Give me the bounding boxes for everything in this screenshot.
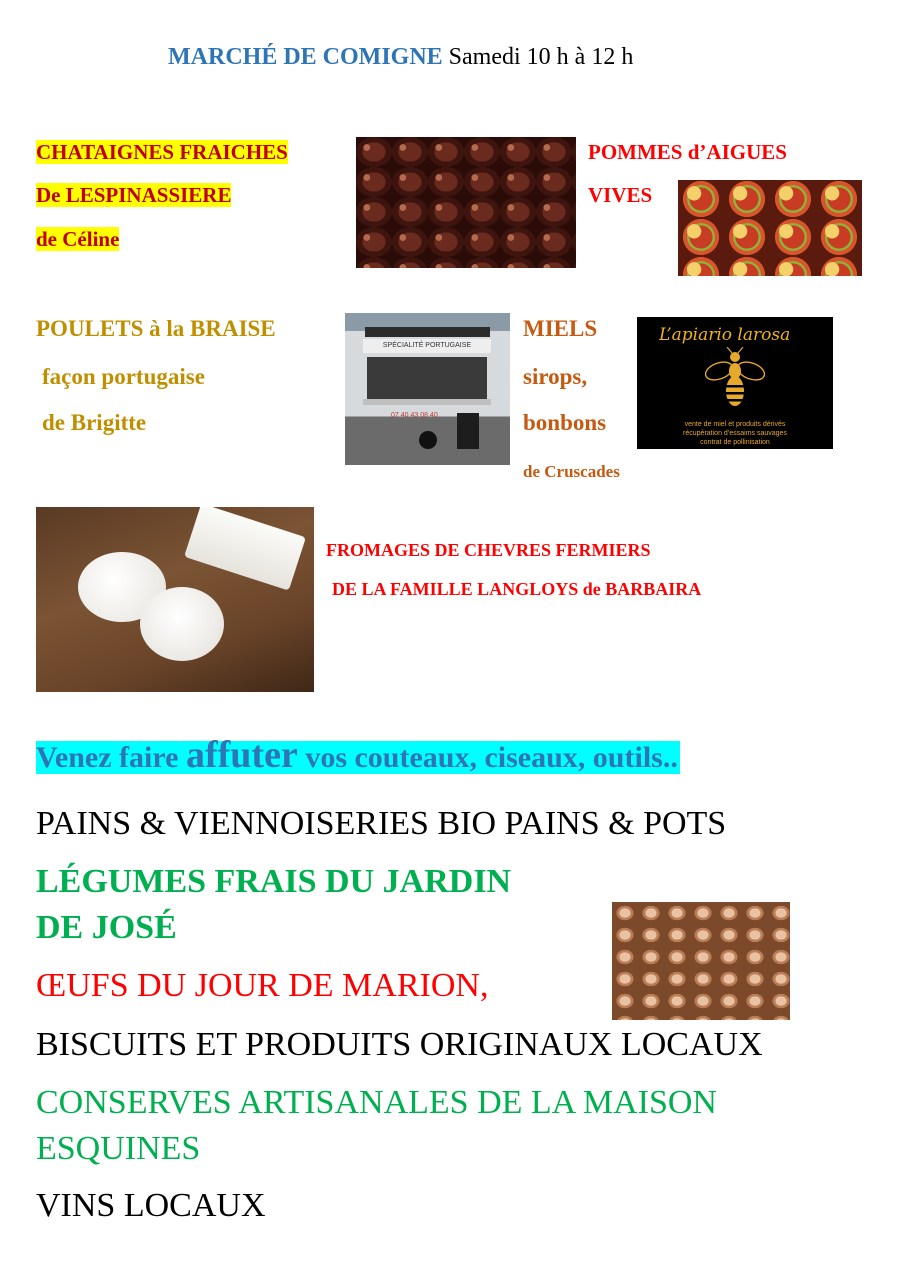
apples-title: POMMES d’AIGUES [588,140,787,164]
chicken-producer: de Brigitte [42,410,147,435]
chestnuts-origin: De LESPINASSIERE [36,183,232,207]
cheese-producer: DE LA FAMILLE LANGLOYS de BARBAIRA [332,579,702,599]
chestnuts-producer: de Céline [36,227,120,251]
preserves-line-2: ESQUINES [36,1130,201,1167]
chestnuts-title: CHATAIGNES FRAICHES [36,140,288,164]
vegetables-line-1: LÉGUMES FRAIS DU JARDIN [36,863,512,900]
cheese-title: FROMAGES DE CHEVRES FERMIERS [326,540,651,560]
honey-title: MIELS [523,316,598,341]
eggs-photo [612,902,790,1020]
cheese-photo [36,507,314,692]
apiary-line-2: récupération d’essaims sauvages [683,430,787,437]
truck-sign: SPÉCIALITÉ PORTUGAISE [363,339,491,353]
chestnuts-photo [356,137,576,268]
wines-line: VINS LOCAUX [36,1187,266,1224]
apiary-line-3: contrat de pollinisation [700,439,770,446]
sharpening-banner: Venez faire affuter vos couteaux, ciseaux, outils.. [36,734,678,776]
apples-photo [678,180,862,276]
apiary-logo-name: L’apiario larosa [659,325,791,345]
honey-origin: de Cruscades [523,462,620,481]
market-name: MARCHÉ DE COMIGNE [168,44,443,70]
chicken-title: POULETS à la BRAISE [36,316,276,341]
page-title [168,44,633,71]
truck-phone: 07 40 43 08 40 [391,412,438,419]
honey-syrups: sirops, [523,364,588,389]
apples-origin: VIVES [588,183,653,207]
honey-candies: bonbons [523,410,607,435]
biscuits-line: BISCUITS ET PRODUITS ORIGINAUX LOCAUX [36,1026,763,1063]
vegetables-line-2: DE JOSÉ [36,909,177,946]
chicken-style: façon portugaise [42,364,205,389]
market-schedule: Samedi 10 h à 12 h [448,44,634,70]
bee-icon [705,347,765,409]
food-truck-photo [345,313,510,465]
eggs-line: ŒUFS DU JOUR DE MARION, [36,967,489,1004]
bread-line: PAINS & VIENNOISERIES BIO PAINS & POTS [36,805,727,842]
preserves-line-1: CONSERVES ARTISANALES DE LA MAISON [36,1084,717,1121]
sharpening-emphasis: affuter [185,734,298,776]
apiary-line-1: vente de miel et produits dérivés [684,421,786,428]
apiary-logo [637,317,833,449]
